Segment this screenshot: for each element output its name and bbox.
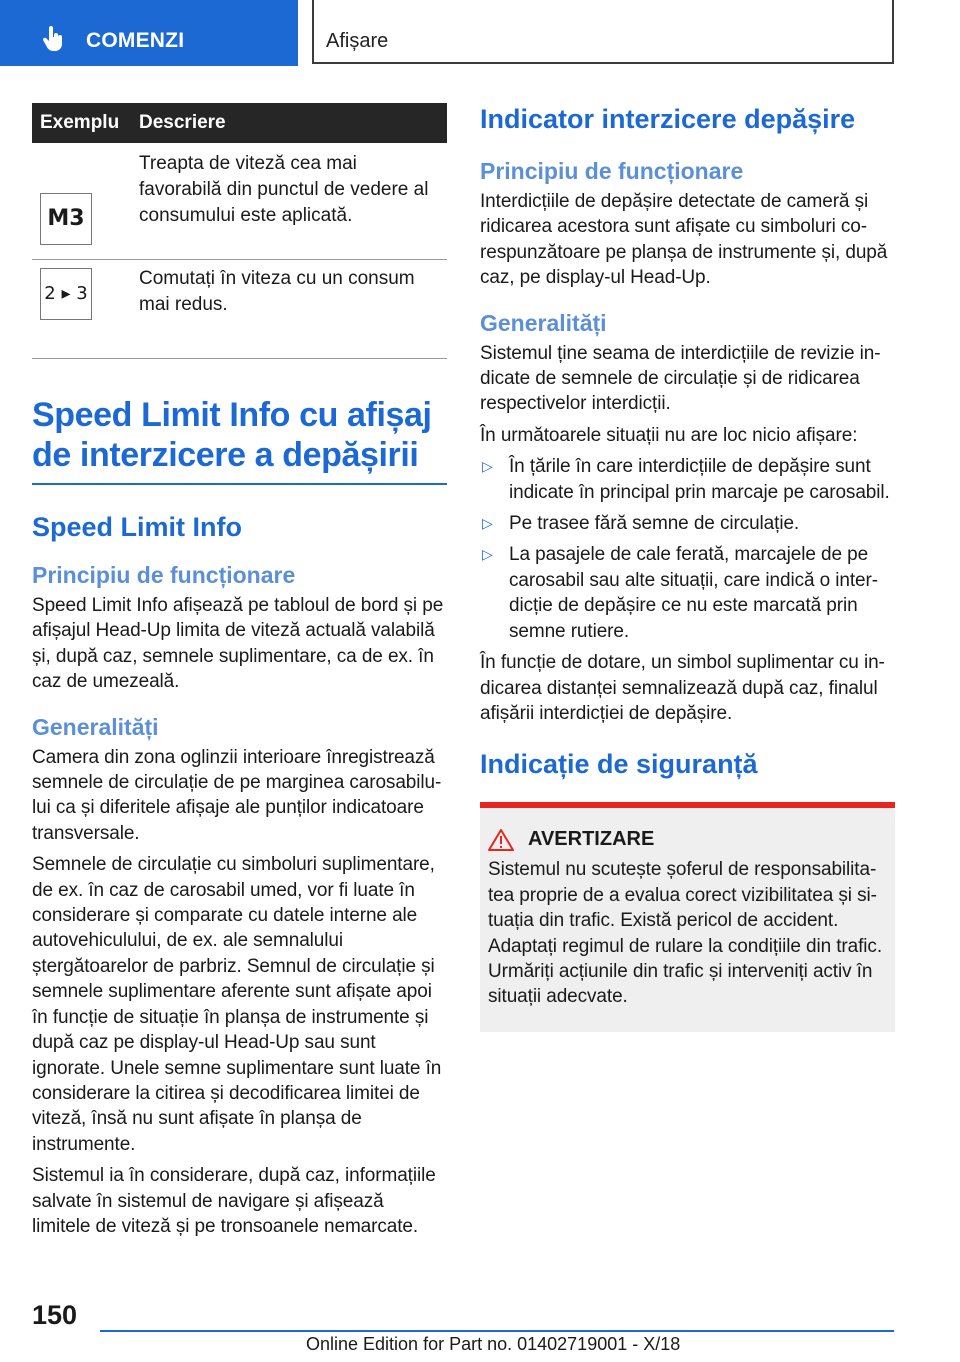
table-cell-icon	[32, 143, 131, 260]
hand-pointer-icon	[42, 26, 66, 52]
list-item-text: În țările în care interdicțiile de depășire sunt indicate în principal prin marcaje pe carosabil.	[509, 456, 890, 503]
gear-m3-icon-text: M3	[47, 206, 85, 231]
overtaking-principle-paragraph: Interdicțiile de depășire detectate de cameră și ridicarea acestora sunt afișate cu simboluri corespunzătoare pe planșa de instrumente și, după caz, pe display-ul Head-Up.	[480, 191, 888, 289]
footer-divider	[100, 1330, 894, 1332]
table-header-row	[32, 103, 447, 143]
list-item	[480, 542, 895, 644]
shift-recommendation-icon-text: 2 ▸ 3	[44, 283, 88, 304]
list-item-text: Pe trasee fără semne de circulație.	[509, 513, 800, 535]
table-header-example: Exemplu	[32, 103, 131, 143]
triangle-bullet-icon: ▷	[482, 516, 493, 533]
triangle-bullet-icon: ▷	[482, 547, 493, 564]
principle-heading: Principiu de funcționare	[32, 562, 296, 588]
left-column	[32, 103, 447, 1239]
overtaking-principle-heading: Principiu de funcționare	[480, 158, 744, 184]
chapter-header	[312, 0, 894, 64]
general-paragraph-1: Camera din zona oglinzii interioare înregistrează semnele de circulație de pe marginea carosabilului ca și diferitele afișaje ale punților indicatoare transversale.	[32, 746, 442, 844]
no-display-list	[480, 454, 895, 644]
table-row	[32, 143, 447, 260]
right-column	[480, 103, 895, 1032]
chapter-title: Afișare	[326, 30, 389, 52]
overtaking-general-paragraph-3: În funcție de dotare, un simbol suplimentar cu indicarea distanței semnalizează după caz, finalul afișării interdicției de depășire.	[480, 652, 885, 724]
warning-triangle-icon	[488, 829, 514, 851]
speed-limit-info-heading: Speed Limit Info	[32, 512, 243, 542]
general-paragraph-3: Sistemul ia în considerare, după caz, informațiile salvate în sistemul de navigare și afișează limitele de viteză și pe tronsoanele nemarcate.	[32, 1165, 436, 1237]
general-paragraph-2: Semnele de circulație cu simboluri suplimentare, de ex. în caz de carosabil umed, vor fi luate în considerare și comparate cu datele interne ale autovehiculului, de ex. ale semnalului ștergătoarelor de parbriz. Semnul de circulație și semnele suplimentare aferente sunt afișate apoi în funcție de situație în planșa de instrumente și după caz pe display-ul Head-Up sau sunt ignorate. Unele semne suplimentare sunt luate în considerare la citirea și decodificarea limitei de viteză, însă nu sunt afișate în planșa de instrumente.	[32, 854, 442, 1155]
warning-text: Sistemul nu scutește șoferul de responsabilitatea proprie de a evalua corect vizibilitatea și situația din trafic. Există pericol de accident. Adaptați regimul de rulare la condițiile din trafic. Urmăriți acțiunile din trafic și interveniți activ în situații adecvate.	[488, 859, 883, 1008]
table-cell-description: Comutați în viteza cu un consum mai redus.	[131, 260, 447, 359]
table-cell-description: Treapta de viteză cea mai favorabilă din punctul de vedere al consumului este aplicată.	[131, 143, 447, 260]
warning-title: AVERTIZARE	[528, 828, 655, 851]
section-tab-comenzi[interactable]	[0, 0, 298, 66]
list-item	[480, 454, 895, 505]
overtaking-heading: Indicator interzicere depășire	[480, 104, 856, 134]
general-heading: Generalități	[32, 713, 159, 740]
table-cell-icon	[32, 260, 131, 359]
table-header-description: Descriere	[131, 103, 447, 143]
triangle-bullet-icon: ▷	[482, 459, 493, 476]
gear-m3-icon	[40, 193, 92, 245]
principle-paragraph: Speed Limit Info afișează pe tabloul de bord și pe afișajul Head-Up limita de viteză actuală valabilă și, după caz, semnele suplimentare, ca de ex. în caz de umezeală.	[32, 595, 444, 693]
list-item-text: La pasajele de cale ferată, marcajele de pe carosabil sau alte situații, care indică o interdicție de depășire ce nu este marcată prin semne rutiere.	[509, 544, 879, 642]
safety-heading: Indicație de siguranță	[480, 749, 758, 780]
overtaking-general-paragraph-2: În următoarele situații nu are loc nicio afișare:	[480, 424, 858, 446]
footer-edition: Online Edition for Part no. 01402719001 - X/18	[306, 1334, 681, 1354]
shift-recommendation-icon	[40, 268, 92, 320]
example-table	[32, 103, 447, 359]
warning-title-row	[488, 828, 887, 851]
overtaking-general-paragraph-1: Sistemul ține seama de interdicțiile de revizie indicate de semnele de circulație și de ridicarea respectivelor interdicții.	[480, 342, 881, 415]
section-tab-label: COMENZI	[86, 29, 185, 52]
page-number: 150	[32, 1300, 78, 1330]
warning-box	[480, 802, 895, 1031]
list-item	[480, 511, 895, 536]
main-section-title: Speed Limit Info cu afișaj de interzicere a depășirii	[32, 395, 447, 485]
table-row	[32, 260, 447, 359]
overtaking-general-heading: Generalități	[480, 309, 607, 336]
